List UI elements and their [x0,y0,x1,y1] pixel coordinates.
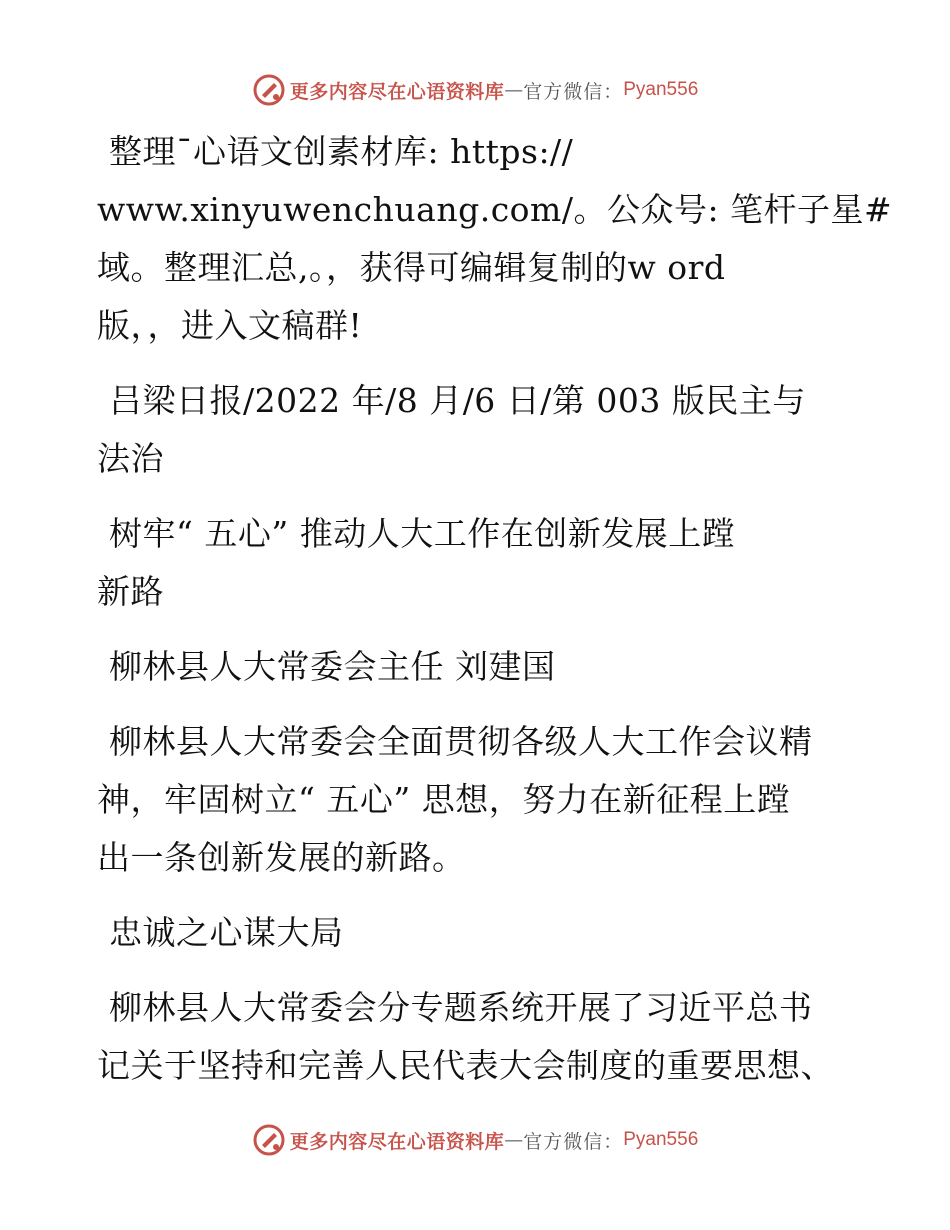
text-line: www.xinyuwenchuang.com/。公众号: 笔杆子星# [97,190,893,229]
wechat-id: Pyan556 [623,79,699,100]
lead-paragraph [97,713,857,887]
document-body [97,123,893,1112]
text-line: 整理¯心语文创素材库: https:// [109,132,574,171]
text-line: 记关于坚持和完善人民代表大会制度的重要思想、 [97,1046,834,1085]
wechat-label: 官方微信： [523,80,624,103]
source-paragraph [97,372,857,488]
article-title [97,505,857,621]
text-line: 神，牢固树立“ 五心” 思想，努力在新征程上蹚 [97,780,791,819]
body-paragraph [97,979,857,1095]
wechat-label: 官方微信： [523,1130,624,1153]
text-line: 柳林县人大常委会主任 刘建国 [109,647,556,686]
text-line: 法治 [97,439,164,478]
wechat-id: Pyan556 [623,1129,699,1150]
text-line: 域。整理汇总,。，获得可编辑复制的w ord [97,248,726,287]
logo-icon [252,73,286,107]
promo-text: 更多内容尽在心语资料库 [289,80,505,103]
text-line: 版，，进入文稿群! [97,306,363,345]
text-line: 新路 [97,572,164,611]
text-line: 吕梁日报/2022 年/8 月/6 日/第 003 版民主与 [109,381,806,420]
header-banner [0,70,950,110]
text-line: 树牢“ 五心” 推动人大工作在创新发展上蹚 [109,514,736,553]
text-line: 柳林县人大常委会全面贯彻各级人大工作会议精 [109,722,813,761]
author-line [97,638,857,696]
footer-banner [0,1120,950,1160]
section-heading [97,904,857,962]
logo-icon [252,1123,286,1157]
banner-separator: — [504,79,524,101]
text-line: 忠诚之心谋大局 [109,913,344,952]
text-line: 柳林县人大常委会分专题系统开展了习近平总书 [109,988,813,1027]
promo-text: 更多内容尽在心语资料库 [289,1130,505,1153]
banner-separator: — [504,1129,524,1151]
intro-paragraph [97,123,893,355]
text-line: 出一条创新发展的新路。 [97,838,466,877]
